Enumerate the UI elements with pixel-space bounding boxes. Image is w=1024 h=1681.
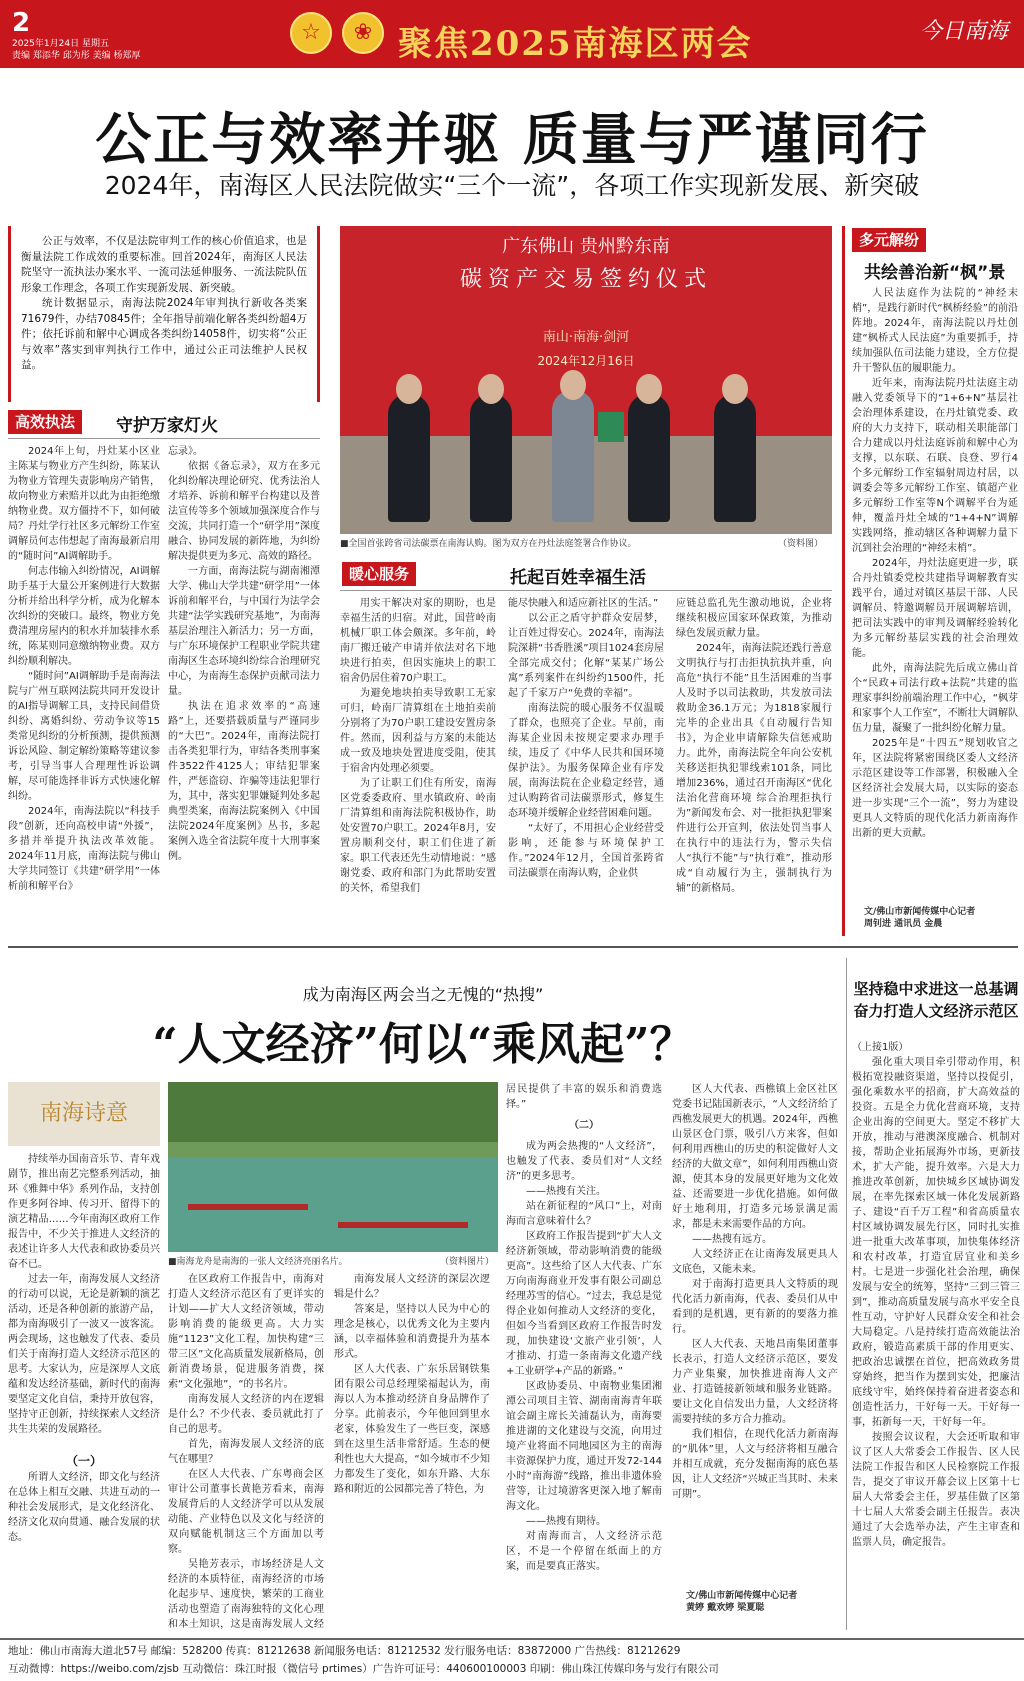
article-column bbox=[168, 444, 320, 938]
intro-paragraph: 公正与效率，不仅是法院审判工作的核心价值追求，也是衡量法院工作成效的重要标准。回首2024年，南海区人民法院坚守一流执法办案水平、一流司法延伸服务、一流法院队伍形象工作理念，各项工作实现新发展、新突破。 bbox=[21, 235, 307, 294]
paragraph: 南海法院的暖心服务不仅温暖了群众，也照亮了企业。早前，南海某企业因未按规定要求办理手续，违反了《中华人民共和国环境保护法》。为服务保障企业有序发展，南海法院在企业稳定经营，通过认购跨省司法碳票形式，修复生态环境并缓解企业经营困难问题。 bbox=[508, 703, 664, 819]
dragon-boat-photo bbox=[168, 1082, 498, 1252]
byline-line: 文/佛山市新闻传媒中心记者 bbox=[864, 907, 976, 917]
photo-credit: （资料图） bbox=[778, 539, 824, 549]
cppcc-emblem-icon: ❀ bbox=[342, 12, 384, 54]
paragraph: 过去一年，南海发展人文经济的行动可以说，无论是新颖的演艺活动，还是各种创新的旅游产品，都为南海吸引了一波又一波客流。两会现场，这也触发了代表、委员们关于南海打造人文经济示范区的思考。大家认为，应是深厚人文底蕴和发达经济基础，新时代的南海要坚定文化自信，秉持开放包容，坚持守正创新，持续探索人文经济共生共荣的发展路径。 bbox=[8, 1274, 160, 1435]
article-column bbox=[334, 1272, 490, 1632]
page-number: 2 bbox=[12, 8, 31, 38]
paragraph: 所谓人文经济，即文化与经济在总体上相互交融、共进互动的一种社会发展形式，是文化经济化、经济文化双向贯通、融合发展的状态。 bbox=[8, 1472, 160, 1543]
column-rule bbox=[842, 226, 845, 936]
person-head bbox=[478, 374, 504, 404]
national-emblem-icon: ☆ bbox=[290, 12, 332, 54]
article-column bbox=[852, 286, 1018, 900]
person-head bbox=[560, 370, 586, 400]
paragraph: 为了让职工们住有所安，南海区党委委政府、里水镇政府、岭南厂清算组和南海法院积极协作，助处安置70户职工。2024年8月，安置房顺利交付，职工们住进了新家。职工代表还先生动情地说：“感谢党委、政府和部门为此帮助安置的关怀，希望我们 bbox=[340, 778, 496, 894]
paragraph: ——热搜有关注。 bbox=[526, 1186, 606, 1197]
banner-title: 聚焦2025南海区两会 bbox=[398, 24, 753, 64]
paragraph: 首先，南海发展人文经济的底气在哪里？ bbox=[168, 1439, 324, 1465]
continued-label: （上接1版） bbox=[852, 1042, 909, 1053]
paragraph: 对南海而言，人文经济示范区，不是一个停留在纸面上的方案，而是要真正落实。 bbox=[506, 1531, 662, 1572]
column-rule bbox=[846, 958, 847, 1630]
photo-caption: ■全国首张跨省司法碳票在南海认购。图为双方在丹灶法庭签署合作协议。 bbox=[340, 539, 637, 549]
byline-line: 文/佛山市新闻传媒中心记者 bbox=[686, 1591, 798, 1601]
section-title-warm: 托起百姓幸福生活 bbox=[510, 568, 646, 588]
person-head bbox=[722, 374, 748, 404]
backdrop-line-2: 碳资产交易签约仪式 bbox=[459, 267, 712, 292]
paragraph: 南海发展人文经济的深层次逻辑是什么？ bbox=[334, 1274, 490, 1300]
person-head bbox=[636, 374, 662, 404]
byline-line: 周钊进 通讯员 金晨 bbox=[864, 919, 943, 929]
intro-box bbox=[8, 226, 320, 402]
paragraph: 为避免地块拍卖导致职工无家可归，岭南厂清算组在土地拍卖前分别将了为70户职工建设安置房条件。然而，因利益与方案的未能达成一致及地块处置进度受阻，使其于宿舍内处理必须要。 bbox=[340, 688, 496, 774]
paragraph: 能尽快融入和适应新社区的生活。” bbox=[508, 598, 659, 609]
paragraph: 2024年，南海法院还践行善意文明执行与打击拒执抗执并重，向高危“执行不能”且生活困难的当事人及时予以司法救助，共发放司法救助金36.1万元；为1818家履行完毕的企业出具《自动履行告知书》，为企业申请解除失信惩戒助力。此外，南海法院全年向公安机关移送拒执犯罪线索101条，同比增加236%，通过召开南海区“优化法治化营商环境 综合治理拒执行为”新闻发布会、对一批拒执犯罪案件进行公开宣判，依法处罚当事人在执行中的违法行为，警示失信人“执行不能”与“执行难”，推动形成“自动履行为主，强制执行为辅”的新格局。 bbox=[676, 643, 832, 894]
paragraph: 对于南海打造更具人文特质的现代化活力新南海，代表、委员们从中看到的是机遇，更有新的的要落力推行。 bbox=[672, 1279, 838, 1335]
article-column bbox=[340, 596, 496, 938]
paragraph: 人民法庭作为法院的“神经末梢”，是践行新时代“枫桥经验”的前沿阵地。2024年，南海法院以丹灶创建“枫桥式人民法庭”为重要抓手，持续加强队伍司法能力建设，全方位提升干警队伍的履职能力。 bbox=[852, 288, 1018, 374]
paragraph: 2025年是“十四五”规划收官之年，区法院将紧密围绕区委人文经济示范区建设等工作部署，积极融入全区经济社会发展大局，以实际的姿态进一步实现“三个一流”，努力为建设更具人文特质的现代化活力新南海作出新的更大贡献。 bbox=[852, 738, 1018, 839]
paragraph: 居民提供了丰富的娱乐和消费选择。” bbox=[506, 1084, 662, 1110]
paragraph: 2024年，南海法院以“科技手段”创新，还向高校申请“外援”，多措并举提升执法改革效能。2024年11月底，南海法院与佛山大学共同签订《共建“研学用”一体析前和解平台》 bbox=[8, 806, 160, 892]
person-figure bbox=[714, 394, 756, 522]
paragraph: 站在新征程的“风口”上，对南海而言意味着什么？ bbox=[506, 1201, 662, 1227]
paragraph: 用实干解决对家的期盼，也是幸福生活的归宿。对此，国营岭南机械厂职工体会颇深。多年前，岭南厂搬迁破产申请并依法对名下地块进行拍卖，但因实施块上的职工宿舍仍居住着70户职工。 bbox=[340, 598, 496, 684]
paragraph: ——热搜有远方。 bbox=[692, 1234, 772, 1245]
section-tag-enforcement: 高效执法 bbox=[8, 410, 82, 434]
title-line: 奋力打造人文经济示范区 bbox=[853, 1002, 1019, 1020]
paragraph: 答案是，坚持以人民为中心的理念是核心，以优秀文化为主要内涵，以幸福体验和消费提升为基本形式。 bbox=[334, 1304, 490, 1360]
section-divider bbox=[8, 946, 1018, 948]
backdrop-line-1: 广东佛山 贵州黔东南 bbox=[502, 236, 670, 257]
byline bbox=[864, 906, 975, 930]
paragraph: 应链总监孔先生激动地说，企业将继续积极应国家环保政策，为推动绿色发展贡献力量。 bbox=[676, 598, 832, 639]
paragraph: 区政协委员、中南物业集团湘潭公司项目主管、湖南南海青年联谊会副主席长关浦磊认为，南海要推进湖的文化建设与交流，向用过境产业将面不同地园区为主的南海丰资源保护力度，通过开发72-144小时“南海游”线路，推出非遗体验营等，让过境游客更深入地了解南海文化。 bbox=[506, 1381, 662, 1512]
date-line: 2025年1月24日 星期五 bbox=[12, 39, 109, 49]
paragraph: 我们相信，在现代化活力新南海的“肌体”里，人文与经济将相互融合并相互成就，充分发掘南海的底色基因，让人文经济“兴城正当其时、未来可期”。 bbox=[672, 1429, 838, 1500]
paragraph: 此外，南海法院先后成立佛山首个“民政+司法行政+法院”共建的监理家事纠纷前端治理工作中心，“枫芽和家事个人工作室”，不断壮大调解队伍力量，凝聚了一批纠纷化解力量。 bbox=[852, 663, 1018, 734]
person-figure bbox=[552, 390, 594, 522]
article-column bbox=[8, 1470, 160, 1630]
person-figure bbox=[628, 394, 670, 522]
headline: 公正与效率并驱 质量与严谨同行 bbox=[95, 107, 929, 173]
editors-line: 责编 郑添华 邱为彤 美编 杨郑厚 bbox=[12, 51, 141, 61]
paragraph: 2024年，丹灶法庭更进一步，联合丹灶镇委党校共建指导调解教育实践平台，通过对镇区基层干部、人民调解员、特邀调解员开展调解培训，把司法实践中的审判及调解经验转化为多元解纷基层实践的社会治理效能。 bbox=[852, 558, 1018, 659]
article-column bbox=[852, 1040, 1020, 1632]
article-column bbox=[168, 1272, 324, 1632]
paragraph: 按照会议议程，大会还听取和审议了区人大常委会工作报告、区人民法院工作报告和区人民检察院工作报告，提交了审议开幕会议上区第十七届人大常委会主任，罗基佳做了区第十七届人大常委会副主任报告。表决通过了大会选举办法，产生主审查和监票人员，确定报告。 bbox=[852, 1432, 1020, 1548]
section-tag-diverse: 多元解纷 bbox=[852, 228, 926, 252]
article-column bbox=[672, 1082, 838, 1582]
backdrop-line-4: 2024年12月16日 bbox=[537, 354, 635, 368]
paragraph: 依据《备忘录》，双方在多元化纠纷解决理论研究、优秀法治人才培养、诉前和解平台构建以及普法宣传等多个领域加强深度合作与交流，共同打造一个“研学用”深度融合、协同发展的新阵地，为纠纷解决提供更为多元、高效的路径。 bbox=[168, 461, 320, 562]
paragraph: ——热搜有期待。 bbox=[526, 1516, 606, 1527]
paragraph: 区人大代表、天地昌南集团董事长表示，打造人文经济示范区，要发力产业集聚，加快推进南海人文产业、打造链接新领域和服务业链路。要让文化自信发出力量，人文经济将需要持续的多方合力推动。 bbox=[672, 1339, 838, 1425]
photo-credit: （资料图片） bbox=[440, 1257, 495, 1267]
paragraph: 强化重大项目牵引带动作用，积极拓宽投融资渠道，坚持以投促引，强化乘数水平的招商，扩大高效益的投资。五是全力优化营商环境，支持企业出海的空间更大。坚定不移扩大开放，推动与港澳深度融合、机制对接，帮助企业拓展海外市场，更新技术，扩大产能，提升效率。六是大力推进改革创新，加快城乡区域协调发展，在率先探索区域一体化发展新路子、建设“百千万工程”和省高质量农村区域协调发展先行区，同时扎实推进一批重大改革事项，加快集体经济和农村改革，打造宜居宜业和美乡村。七是进一步强化社会治理，确保发展与安全的统筹，坚持“三到三管三到”，推动高质量发展与高水平安全良性互动，守护好人民群众安全和社会大局稳定。八是持续打造高效能法治政府，锻造高素质干部的作用更实、把政治忠诚摆在首位，把高效政务贯穿始终，把当作为摆到实处，把廉洁底线守牢，始终保持着奋进者姿态和创造性活力，干好每一天。干好每一事，拓新每一天，干好每一年。 bbox=[852, 1057, 1020, 1428]
paragraph: 吴艳芳表示，市场经济是人文经济的本质特征，南海经济的市场化起步早、速度快，繁荣的工商业活动也塑造了南海独特的文化心理和本土知识，这是南海发展人文经 bbox=[168, 1559, 324, 1630]
intro-paragraph: 统计数据显示，南海法院2024年审判执行新收各类案71679件，办结70845件；全年指导前端化解各类纠纷超4万件；依托诉前和解中心调成各类纠纷14058件，切实将“公正与效率”落实到审判执行工作中，通过公正司法维护人民权益。 bbox=[21, 297, 307, 371]
dragon-boat-icon bbox=[338, 1222, 468, 1228]
paragraph: 持续举办国南音乐节、青年戏剧节，推出南艺完整系列活动，抽环《雅舞中华》系列作品，支持创作更多阿谷坤、传习开、留得下的演艺精品……今年南海区政府工作报告中，不少关于推进人文经济的表述让许多人大代表和政协委员兴奋不已。 bbox=[8, 1154, 160, 1270]
paragraph: 区人大代表、广东乐居钢铁集团有限公司总经理梁福起认为，南海以人为本推动经济自身品牌作了分享。此前表示，今年他回到里水老家，体验发生了一些巨变，深感到在这里生活非常舒适。生态的便利性也大大提高，“如今城市不少知力都发生了变化，如东升路、大东路和附近的公园都完善了特色，为 bbox=[334, 1364, 490, 1495]
subsection-heading: （二） bbox=[569, 1120, 599, 1131]
paragraph: 何志伟输入纠纷情况，AI调解助手基于大量公开案例进行大数据分析并给出科学分析，成为化解本次纠纷的突破口。最终，物业方免费清理房屋内的积水并加装排水系统，陈某则同意缴纳物业费。双方纠纷顺利解决。 bbox=[8, 566, 160, 667]
newspaper-logo: 今日南海 bbox=[920, 19, 1009, 44]
divider bbox=[8, 438, 320, 439]
paragraph: 南海发展人文经济的内在逻辑是什么？不少代表、委员就此打了自己的思考。 bbox=[168, 1394, 324, 1435]
person-head bbox=[396, 374, 422, 404]
person-figure bbox=[470, 394, 512, 522]
divider bbox=[340, 590, 832, 591]
dragon-boat-icon bbox=[188, 1204, 308, 1210]
footer-line: 地址：佛山市南海大道北57号 邮编：528200 传真：81212638 新闻服务电话：81212532 发行服务电话：83872000 广告热线：81212629 bbox=[8, 1645, 681, 1657]
paragraph: 区政府工作报告提到“扩大人文经济新领域，带动影响消费的能级更高”。这些给了区人大代表、广东万向南海商业开发事有限公司副总经理苏雪的信心。“过去，我总是觉得企业如何推动人文经济的变化，但如今当看到区政府工作报告时发现，加快建设‘文旅产业引领’，人才推动、打造一条南海文化遗产线+工业研学+产品的新路。” bbox=[506, 1231, 662, 1377]
issue-date bbox=[12, 38, 140, 62]
title-line: 坚持稳中求进这一总基调 bbox=[853, 980, 1019, 998]
paragraph: 2024年上旬，丹灶某小区业主陈某与物业方产生纠纷，陈某认为物业方管理失责影响房产销售，故向物业方索赔并以此为由拒绝缴纳物业费。双方僵持不下，如何破局？丹灶学行社区多元解纷工作室调解员何志伟想起了南海最新启用的“随时问”AI调解助手。 bbox=[8, 446, 160, 562]
person-figure bbox=[388, 394, 430, 522]
article2-kicker: 成为南海区两会当之无愧的“热搜” bbox=[302, 985, 544, 1004]
photo-caption: ■南海龙舟是南海的一张人文经济亮丽名片。 bbox=[168, 1257, 348, 1267]
calligraphy-image: 南海诗意 bbox=[8, 1082, 160, 1146]
paragraph: 执法在追求效率的“高速路”上，还要搭载质量与严谨同步的“大巴”。2024年，南海法院打击各类犯罪行为，审结各类刑事案件3522件4125人；审结犯罪案件，严惩盗窃、诈骗等违法犯罪行为，其中，落实犯罪嫌疑判处多起典型类案，南海法院案例入《中国法院2024年度案例》丛书，多起案例入选全省法院年度十大刑事案例。 bbox=[168, 701, 320, 862]
article2-title: “人文经济”何以“乘风起”？ bbox=[152, 1019, 694, 1070]
paragraph: “随时问”AI调解助手是南海法院与广州互联网法院共同开发设计的AI指导调解工具，支持民间借贷纠纷、离婚纠纷、劳动争议等15类常见纠纷的分析预测，提供预测诉讼风险、制定解纷策略等建议参考，引导当事人合理理性诉讼调解，尽可能选择非诉方式快速化解纠纷。 bbox=[8, 671, 160, 802]
backdrop-line-3: 南山·南海·剑河 bbox=[542, 330, 630, 345]
paragraph: 区人大代表、西樵镇上金区社区党委书记陆国新表示，“人文经济给了西樵发展更大的机遇。2024年，西樵山景区仓门票，吸引八方来客，但如何利用西樵山的历史的积淀做好人文经济的大做文章”，如何利用西樵山资源，使其本身的发展更好地为文化效益、还需要进一步优化措施。如何做好土地利用，打造多元场景满足需求，都是未来需要作品的方向。 bbox=[672, 1084, 838, 1230]
footer-line: 互动微博：https://weibo.com/zjsb 互动微信：珠江时报（微信号 prtimes）广告许可证号：440600100003 印刷：佛山珠江传媒印务与发行有限公司 bbox=[8, 1663, 719, 1675]
byline bbox=[686, 1590, 797, 1614]
article-column bbox=[8, 1152, 160, 1448]
certificate-icon bbox=[598, 412, 624, 442]
subheadline: 2024年，南海区人民法院做实“三个一流”，各项工作实现新发展、新突破 bbox=[104, 171, 920, 200]
subsection-heading: （一） bbox=[65, 1454, 102, 1468]
article3-title bbox=[852, 978, 1020, 1022]
section-tag-warm: 暖心服务 bbox=[342, 562, 416, 586]
paragraph: 在区人大代表、广东粤商会区审计公司董事长黄艳芳看来，南海发展背后的人文经济学可以从发展动能、产业特色以及文化与经济的双向赋能机制这三个方面加以考察。 bbox=[168, 1469, 324, 1555]
paragraph: 人文经济正在让南海发展更具人文底色，又能未来。 bbox=[672, 1249, 838, 1275]
paragraph: 忘录》。 bbox=[168, 446, 203, 457]
section-title-enforcement: 守护万家灯火 bbox=[116, 416, 218, 436]
article-column bbox=[676, 596, 832, 938]
byline-line: 黄婷 戴欢婷 梁夏聪 bbox=[686, 1603, 765, 1613]
paragraph: “太好了，不用担心企业经营受影响，还能参与环境保护工作。”2024年12月，全国首张跨省司法碳票在南海认购，企业供 bbox=[508, 823, 664, 879]
paragraph: 在区政府工作报告中，南海对打造人文经济示范区有了更详实的计划——扩大人文经济领域，带动影响消费的能级更高。大力实施“1123”文化工程，加快构建“三带三区”文化高质量发展新格局，创新消费场景，促进服务消费，探索“文化强地”，“的书名片。 bbox=[168, 1274, 324, 1390]
paragraph: 成为两会热搜的“人文经济”，也触发了代表、委员们对“人文经济”的更多思考。 bbox=[506, 1141, 662, 1182]
section-title-diverse: 共绘善治新“枫”景 bbox=[864, 263, 1006, 283]
signing-ceremony-photo bbox=[340, 226, 832, 534]
article-column bbox=[508, 596, 664, 938]
footer bbox=[0, 1638, 1024, 1681]
paragraph: 近年来，南海法院丹灶法庭主动融入党委领导下的“1+6+N”基层社会治理体系建设，在丹灶镇党委、政府的大力支持下，联动相关职能部门合力建成以丹灶法庭诉前和解中心为支撑，以东联、石联、良登、罗行4个多元解纷工作室辐射周边村居，以调委会等多元解纷工作室、镇超产业多元解纷工作室等N个调解平台为延伸，覆盖丹灶全域的“1+4+N”调解实践网络，推动辖区各种调解力量下沉到社会治理的“神经末梢”。 bbox=[852, 378, 1018, 554]
trees bbox=[168, 1082, 498, 1142]
article-column bbox=[506, 1082, 662, 1632]
paragraph: 一方面，南海法院与湖南湘潭大学、佛山大学共建“研学用”一体诉前和解平台，与中国行为法学会共建“法学实践研究基地”，为南海基层治理注入新活力；另一方面，与广东环境保护工程职业学院共建南海区生态环境纠纷综合治理研究中心，为南海生态保护贡献司法力量。 bbox=[168, 566, 320, 697]
paragraph: 以公正之盾守护群众安居梦，让百姓过得安心。2024年，南海法院深耕“书香胜溪”项目1024套房屋全部完成交付；化解“某某广场公寓”系列案件在纠纷约1500件，托起了千家万户“免费的幸福”。 bbox=[508, 613, 664, 699]
article-column bbox=[8, 444, 160, 938]
